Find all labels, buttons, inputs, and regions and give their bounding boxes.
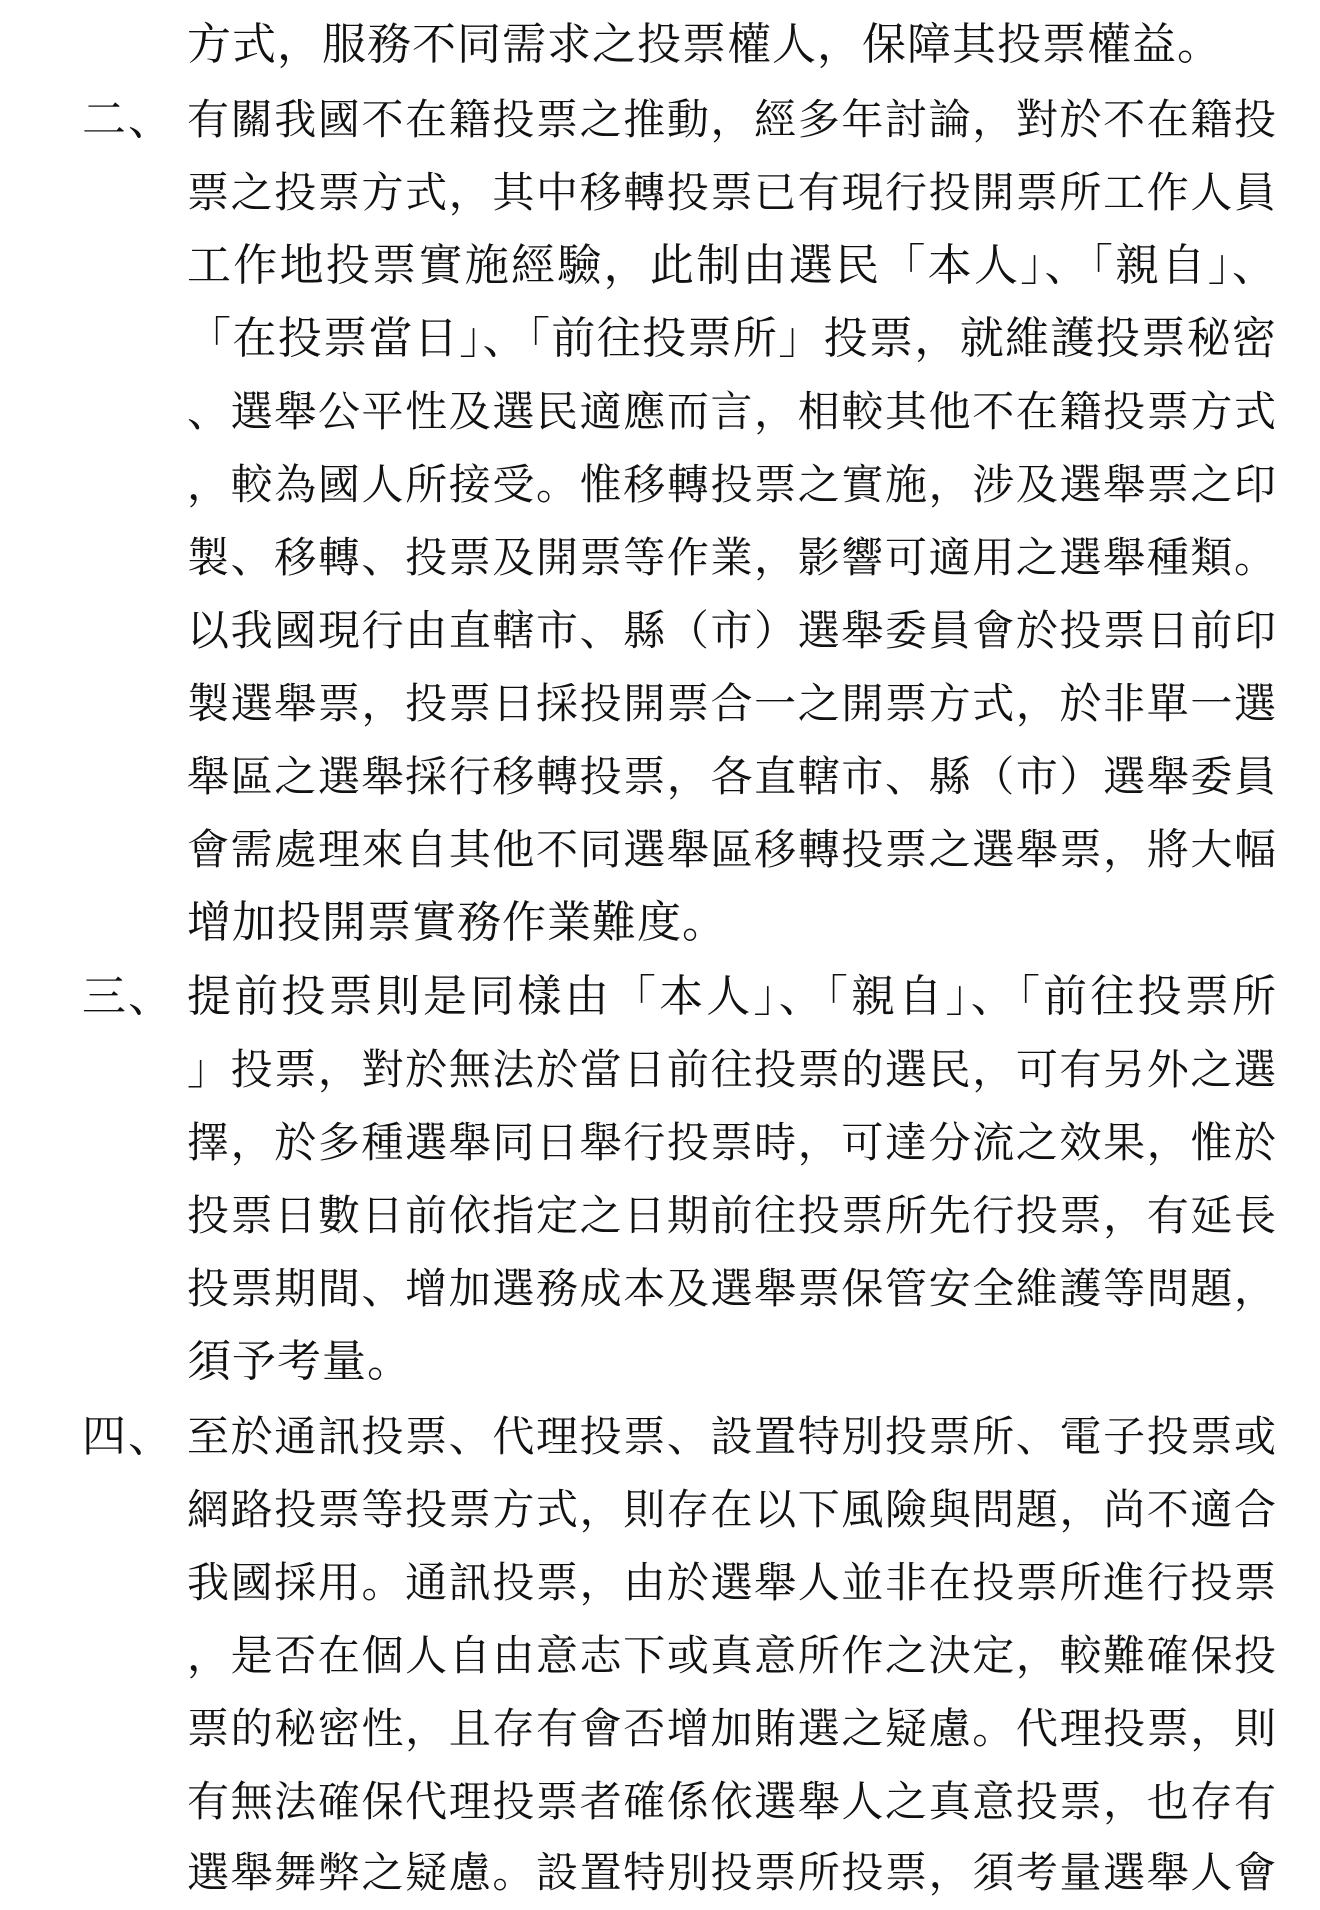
paragraph-line — [0, 156, 1320, 229]
paragraph-text: 網路投票等投票方式，則存在以下風險與問題，尚不適合 — [187, 1485, 1277, 1534]
paragraph-line — [0, 1765, 1320, 1838]
paragraph-line — [0, 1473, 1320, 1546]
paragraph-line — [0, 1106, 1320, 1179]
paragraph-line — [0, 8, 1320, 81]
section-3-line — [0, 960, 1320, 1033]
paragraph-text: ，較為國人所接受。惟移轉投票之實施，涉及選舉票之印 — [187, 460, 1277, 509]
paragraph-text: 「在投票當日」、「前往投票所」投票，就維護投票秘密 — [187, 313, 1277, 364]
paragraph-text: 至於通訊投票、代理投票、設置特別投票所、電子投票或 — [187, 1412, 1277, 1461]
paragraph-text: 我國採用。通訊投票，由於選舉人並非在投票所進行投票 — [187, 1558, 1277, 1607]
paragraph-text: 票之投票方式，其中移轉投票已有現行投開票所工作人員 — [187, 168, 1277, 217]
paragraph-text: 工作地投票實施經驗，此制由選民「本人」、「親自」、 — [187, 240, 1277, 291]
section-2-line — [0, 83, 1320, 156]
paragraph-line — [0, 1546, 1320, 1619]
paragraph-line — [0, 521, 1320, 594]
paragraph-text: 有關我國不在籍投票之推動，經多年討論，對於不在籍投 — [187, 95, 1277, 144]
paragraph-text: 製選舉票，投票日採投開票合一之開票方式，於非單一選 — [187, 679, 1277, 728]
paragraph-text: 擇，於多種選舉同日舉行投票時，可達分流之效果，惟於 — [187, 1118, 1277, 1167]
paragraph-line — [0, 667, 1320, 740]
paragraph-line — [0, 740, 1320, 813]
paragraph-line — [0, 1252, 1320, 1325]
section-4-number: 四、 — [82, 1411, 174, 1462]
paragraph-line — [0, 1033, 1320, 1106]
paragraph-line — [0, 1619, 1320, 1692]
paragraph-text: 有無法確保代理投票者確係依選舉人之真意投票，也存有 — [187, 1777, 1277, 1826]
paragraph-text: 增加投開票實務作業難度。 — [187, 897, 727, 948]
paragraph-text: 投票期間、增加選務成本及選舉票保管安全維護等問題， — [187, 1264, 1277, 1313]
section-2-number: 二、 — [82, 94, 174, 145]
paragraph-text: 選舉舞弊之疑慮。設置特別投票所投票，須考量選舉人會 — [187, 1848, 1277, 1897]
paragraph-text: 、選舉公平性及選民適應而言，相較其他不在籍投票方式 — [187, 387, 1277, 436]
paragraph-line — [0, 1179, 1320, 1252]
paragraph-line — [0, 229, 1320, 302]
paragraph-text: 製、移轉、投票及開票等作業，影響可適用之選舉種類。 — [187, 533, 1277, 582]
paragraph-line — [0, 302, 1320, 375]
paragraph-line — [0, 1325, 1320, 1398]
paragraph-text: 會需處理來自其他不同選舉區移轉投票之選舉票，將大幅 — [187, 825, 1277, 874]
section-4-line — [0, 1400, 1320, 1473]
paragraph-text: ，是否在個人自由意志下或真意所作之決定，較難確保投 — [187, 1631, 1277, 1680]
paragraph-line — [0, 1692, 1320, 1765]
paragraph-text: 須予考量。 — [187, 1336, 412, 1387]
paragraph-line — [0, 448, 1320, 521]
paragraph-line — [0, 594, 1320, 667]
paragraph-text: 方式，服務不同需求之投票權人，保障其投票權益。 — [187, 19, 1222, 70]
paragraph-line — [0, 813, 1320, 886]
paragraph-line — [0, 886, 1320, 959]
paragraph-text: 票的秘密性，且存有會否增加賄選之疑慮。代理投票，則 — [187, 1704, 1277, 1753]
paragraph-text: 舉區之選舉採行移轉投票，各直轄市、縣（市）選舉委員 — [187, 752, 1277, 801]
paragraph-text: 以我國現行由直轄市、縣（市）選舉委員會於投票日前印 — [187, 606, 1277, 655]
section-3-number: 三、 — [82, 971, 174, 1022]
paragraph-text: 投票日數日前依指定之日期前往投票所先行投票，有延長 — [187, 1191, 1277, 1240]
paragraph-text: 」投票，對於無法於當日前往投票的選民，可有另外之選 — [187, 1045, 1277, 1094]
paragraph-text: 提前投票則是同樣由「本人」、「親自」、「前往投票所 — [187, 971, 1277, 1022]
paragraph-line — [0, 1836, 1320, 1909]
paragraph-line — [0, 375, 1320, 448]
